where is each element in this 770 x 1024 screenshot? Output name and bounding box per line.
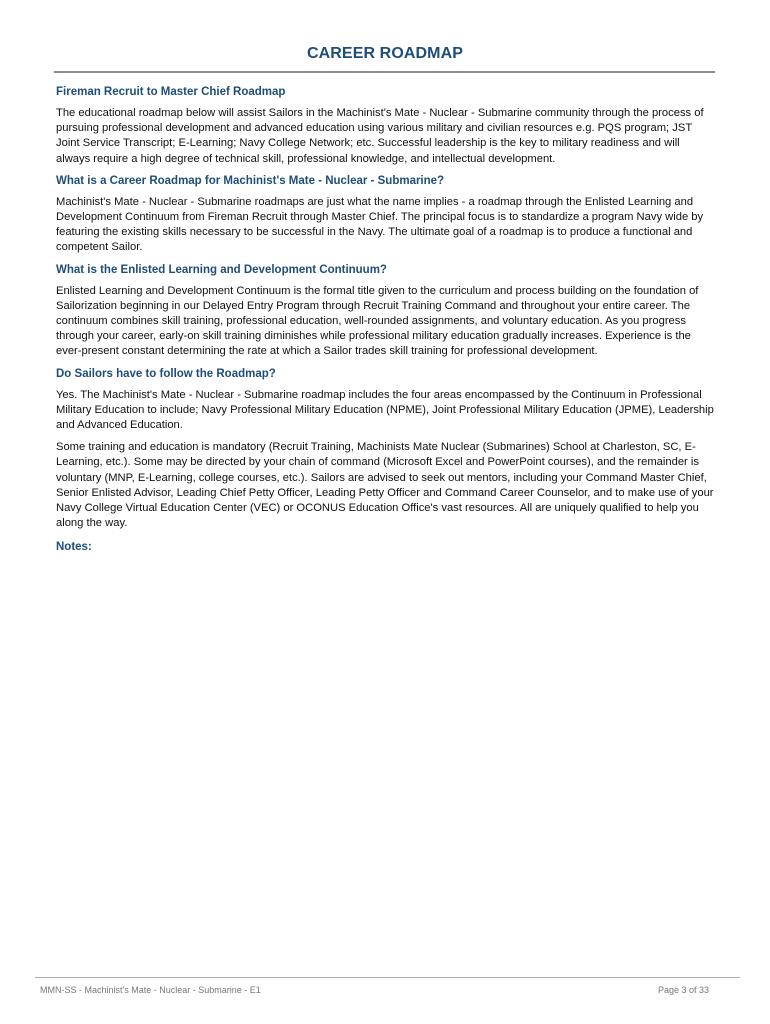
- document-content: [56, 85, 716, 561]
- section-paragraph: Machinist's Mate - Nuclear - Submarine roadmaps are just what the name implies - a roadmap through the Enlisted Learning and Development Continuum from Fireman Recruit through Master Chief. The principal focus is to standardize a program Navy wide by featuring the existing skills necessary to be successful in the Navy. The ultimate goal of a roadmap is to produce a functional and competent Sailor.: [56, 195, 704, 254]
- section-paragraph: Enlisted Learning and Development Continuum is the formal title given to the curriculum and process building on the foundation of Sailorization beginning in our Delayed Entry Program through Recruit Training Command and throughout your entire career. The continuum combines skill training, professional education, well-rounded assignments, and voluntary education. As you progress through your career, early-on skill training diminishes while professional military education gradually increases. Experience is the ever-present constant determining the rate at which a Sailor trades skill training for professional development.: [56, 284, 699, 358]
- footer-page-number: Page 3 of 33: [657, 985, 709, 995]
- section-heading: Fireman Recruit to Master Chief Roadmap: [56, 86, 286, 98]
- section-heading: What is a Career Roadmap for Machinist's Mate - Nuclear - Submarine?: [56, 174, 445, 187]
- footer-divider: [35, 977, 740, 978]
- section-heading: What is the Enlisted Learning and Development Continuum?: [56, 263, 387, 276]
- section-follow-roadmap: [56, 367, 716, 532]
- section-roadmap-intro: [56, 85, 716, 167]
- section-paragraph: The educational roadmap below will assist Sailors in the Machinist's Mate - Nuclear - Submarine community through the process of pursuing professional development and advanced education using various military and civilian resources e.g. PQS program; JST Joint Service Transcript; E-Learning; Navy College Network; etc. Successful leadership is the key to military readiness and will always require a high degree of technical skill, professional knowledge, and intellectual development.: [56, 107, 704, 165]
- section-paragraph: Yes. The Machinist's Mate - Nuclear - Submarine roadmap includes the four areas encompassed by the Continuum in Professional Military Education to include; Navy Professional Military Education (NPME), Joint Professional Military Education (JPME), Leadership and Advanced Education.: [56, 388, 714, 432]
- title-divider: [54, 71, 715, 73]
- section-heading: Do Sailors have to follow the Roadmap?: [56, 367, 276, 380]
- section-paragraph: Some training and education is mandatory (Recruit Training, Machinists Mate Nuclear (Submarines) School at Charleston, SC, E-Learning, etc.). Some may be directed by your chain of command (Microsoft Excel and PowerPoint courses), and the remainder is voluntary (MNP, E-Learning, college courses, etc.). Sailors are advised to seek out mentors, including your Command Master Chief, Senior Enlisted Advisor, Leading Chief Petty Officer, Leading Petty Officer and Command Career Counselor, and to make use of your Navy College Virtual Education Center (VEC) or OCONUS Education Office's vast resources. All are uniquely qualified to help you along the way.: [56, 441, 714, 530]
- section-what-is-career-roadmap: [56, 174, 716, 256]
- page-title: CAREER ROADMAP: [306, 45, 464, 62]
- footer-document-id: MMN-SS - Machinist's Mate - Nuclear - Submarine - E1: [40, 985, 261, 995]
- section-continuum: [56, 263, 716, 360]
- notes-heading: Notes:: [56, 541, 92, 554]
